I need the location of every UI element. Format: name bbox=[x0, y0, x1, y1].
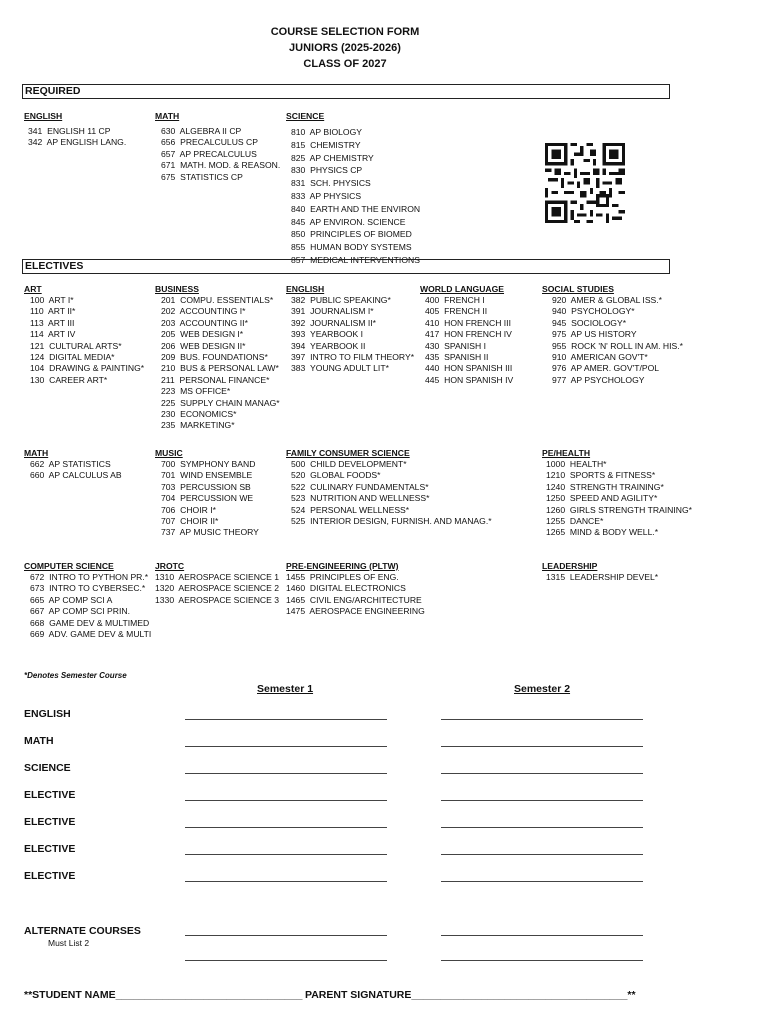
course-item: 704 PERCUSSION WE bbox=[161, 493, 254, 504]
course-item: 417 HON FRENCH IV bbox=[425, 329, 512, 340]
elective-math-header: MATH bbox=[24, 448, 49, 458]
course-item: 667 AP COMP SCI PRIN. bbox=[30, 606, 130, 617]
course-item: 825 AP CHEMISTRY bbox=[291, 152, 374, 163]
course-item: 104 DRAWING & PAINTING* bbox=[30, 363, 145, 374]
course-item: 1330 AEROSPACE SCIENCE 3 bbox=[155, 594, 280, 605]
course-item: 100 ART I* bbox=[30, 295, 74, 305]
course-item: 1315 LEADERSHIP DEVEL* bbox=[546, 572, 659, 582]
alternate-1-sem1-blank[interactable] bbox=[185, 935, 387, 936]
required-english-list bbox=[28, 126, 126, 149]
pe-health-header: PE/HEALTH bbox=[542, 448, 591, 458]
semester-2-header: Semester 2 bbox=[514, 683, 571, 695]
course-item: 110 ART II* bbox=[30, 306, 76, 317]
row-label-math: MATH bbox=[24, 735, 54, 747]
elective-math-list bbox=[30, 459, 122, 482]
course-item: 703 PERCUSSION SB bbox=[161, 481, 251, 492]
semester-course-note: *Denotes Semester Course bbox=[24, 671, 127, 680]
course-item: 397 INTRO TO FILM THEORY* bbox=[291, 351, 415, 362]
elective-english-header: ENGLISH bbox=[286, 284, 325, 294]
electives-section-bar: ELECTIVES bbox=[22, 259, 670, 274]
course-item: 393 YEARBOOK I bbox=[291, 329, 363, 340]
form-title: COURSE SELECTION FORM bbox=[270, 26, 420, 38]
course-item: 977 AP PSYCHOLOGY bbox=[552, 374, 645, 385]
row-label-elective-2: ELECTIVE bbox=[24, 816, 76, 828]
course-item: 522 CULINARY FUNDAMENTALS* bbox=[291, 481, 429, 492]
leadership-header: LEADERSHIP bbox=[542, 561, 598, 571]
course-item: 945 SOCIOLOGY* bbox=[552, 317, 627, 328]
qr-code-image bbox=[545, 143, 625, 223]
pre-engineering-header: PRE-ENGINEERING (PLTW) bbox=[286, 561, 399, 571]
computer-science-list bbox=[30, 572, 151, 640]
course-item: 857 MEDICAL INTERVENTIONS bbox=[291, 254, 420, 265]
course-item: 130 CAREER ART* bbox=[30, 374, 108, 385]
course-item: 410 HON FRENCH III bbox=[425, 317, 511, 328]
course-item: 1240 STRENGTH TRAINING* bbox=[546, 481, 664, 492]
course-item: 1000 HEALTH* bbox=[546, 459, 607, 469]
course-item: 673 INTRO TO CYBERSEC.* bbox=[30, 583, 146, 594]
course-item: 1250 SPEED AND AGILITY* bbox=[546, 493, 658, 504]
class-year: CLASS OF 2027 bbox=[303, 58, 387, 70]
alternate-2-sem1-blank[interactable] bbox=[185, 960, 387, 961]
course-item: 850 PRINCIPLES OF BIOMED bbox=[291, 229, 412, 240]
course-item: 1260 GIRLS STRENGTH TRAINING* bbox=[546, 504, 692, 515]
row-label-elective-4: ELECTIVE bbox=[24, 870, 76, 882]
course-item: 235 MARKETING* bbox=[161, 420, 235, 431]
course-item: 660 AP CALCULUS AB bbox=[30, 470, 122, 481]
course-item: 500 CHILD DEVELOPMENT* bbox=[291, 459, 407, 469]
course-item: 976 AP AMER. GOV'T/POL bbox=[552, 363, 660, 374]
pe-health-list bbox=[546, 459, 692, 539]
semester-1-header: Semester 1 bbox=[257, 683, 314, 695]
science-sem1-blank[interactable] bbox=[185, 773, 387, 774]
course-item: 230 ECONOMICS* bbox=[161, 408, 237, 419]
course-item: 392 JOURNALISM II* bbox=[291, 317, 377, 328]
row-label-elective-1: ELECTIVE bbox=[24, 789, 76, 801]
parent-signature-field[interactable]: PARENT SIGNATURE_____________________________________** bbox=[305, 989, 636, 1001]
family-consumer-science-list bbox=[291, 459, 492, 527]
science-sem2-blank[interactable] bbox=[441, 773, 643, 774]
course-item: 656 PRECALCULUS CP bbox=[161, 137, 258, 148]
jrotc-header: JROTC bbox=[155, 561, 185, 571]
course-item: 114 ART IV bbox=[30, 329, 76, 340]
course-item: 203 ACCOUNTING II* bbox=[161, 317, 248, 328]
course-item: 657 AP PRECALCULUS bbox=[161, 148, 257, 159]
course-item: 383 YOUNG ADULT LIT* bbox=[291, 363, 389, 374]
course-item: 523 NUTRITION AND WELLNESS* bbox=[291, 493, 430, 504]
course-item: 1475 AEROSPACE ENGINEERING bbox=[286, 606, 425, 617]
course-item: 440 HON SPANISH III bbox=[425, 363, 513, 374]
course-item: 815 CHEMISTRY bbox=[291, 139, 361, 150]
form-subtitle: JUNIORS (2025-2026) bbox=[289, 42, 401, 54]
course-item: 662 AP STATISTICS bbox=[30, 459, 111, 469]
course-item: 391 JOURNALISM I* bbox=[291, 306, 374, 317]
required-science-list bbox=[291, 126, 420, 267]
course-item: 202 ACCOUNTING I* bbox=[161, 306, 246, 317]
course-item: 430 SPANISH I bbox=[425, 340, 486, 351]
english-sem2-blank[interactable] bbox=[441, 719, 643, 720]
course-item: 342 AP ENGLISH LANG. bbox=[28, 137, 127, 148]
course-item: 524 PERSONAL WELLNESS* bbox=[291, 504, 410, 515]
row-label-english: ENGLISH bbox=[24, 708, 71, 720]
course-item: 910 AMERICAN GOV'T* bbox=[552, 351, 648, 362]
elective-3-sem2-blank[interactable] bbox=[441, 854, 643, 855]
pre-engineering-list bbox=[286, 572, 425, 618]
required-math-list bbox=[161, 126, 280, 183]
course-item: 121 CULTURAL ARTS* bbox=[30, 340, 122, 351]
required-math-header: MATH bbox=[155, 111, 180, 121]
music-header: MUSIC bbox=[155, 448, 183, 458]
student-name-field[interactable]: **STUDENT NAME________________________________ bbox=[24, 989, 303, 1001]
elective-3-sem1-blank[interactable] bbox=[185, 854, 387, 855]
english-sem1-blank[interactable] bbox=[185, 719, 387, 720]
course-item: 201 COMPU. ESSENTIALS* bbox=[161, 295, 274, 305]
course-item: 669 ADV. GAME DEV & MULTI bbox=[30, 628, 152, 639]
leadership-list bbox=[546, 572, 658, 583]
required-section-bar: REQUIRED bbox=[22, 84, 670, 99]
art-header: ART bbox=[24, 284, 42, 294]
required-english-header: ENGLISH bbox=[24, 111, 63, 121]
course-item: 975 AP US HISTORY bbox=[552, 329, 637, 340]
music-list bbox=[161, 459, 259, 539]
course-item: 1310 AEROSPACE SCIENCE 1 bbox=[155, 572, 280, 582]
family-consumer-science-header: FAMILY CONSUMER SCIENCE bbox=[286, 448, 410, 458]
course-item: 1460 DIGITAL ELECTRONICS bbox=[286, 583, 406, 594]
elective-1-sem1-blank[interactable] bbox=[185, 800, 387, 801]
course-item: 1465 CIVIL ENG/ARCHITECTURE bbox=[286, 594, 422, 605]
world-language-list bbox=[425, 295, 513, 386]
course-item: 700 SYMPHONY BAND bbox=[161, 459, 256, 469]
row-label-elective-3: ELECTIVE bbox=[24, 843, 76, 855]
course-item: 845 AP ENVIRON. SCIENCE bbox=[291, 216, 406, 227]
course-item: 113 ART III bbox=[30, 317, 75, 328]
elective-english-list bbox=[291, 295, 414, 375]
alternate-courses-label: ALTERNATE COURSES bbox=[24, 925, 141, 937]
course-item: 382 PUBLIC SPEAKING* bbox=[291, 295, 391, 305]
course-item: 1210 SPORTS & FITNESS* bbox=[546, 470, 656, 481]
row-label-science: SCIENCE bbox=[24, 762, 71, 774]
course-item: 205 WEB DESIGN I* bbox=[161, 329, 244, 340]
course-item: 831 SCH. PHYSICS bbox=[291, 178, 371, 189]
course-item: 211 PERSONAL FINANCE* bbox=[161, 374, 270, 385]
math-sem2-blank[interactable] bbox=[441, 746, 643, 747]
course-item: 940 PSYCHOLOGY* bbox=[552, 306, 635, 317]
course-item: 1455 PRINCIPLES OF ENG. bbox=[286, 572, 399, 582]
business-header: BUSINESS bbox=[155, 284, 199, 294]
course-item: 855 HUMAN BODY SYSTEMS bbox=[291, 242, 412, 253]
course-item: 445 HON SPANISH IV bbox=[425, 374, 514, 385]
course-item: 341 ENGLISH 11 CP bbox=[28, 126, 111, 136]
course-item: 701 WIND ENSEMBLE bbox=[161, 470, 253, 481]
course-item: 1265 MIND & BODY WELL.* bbox=[546, 527, 659, 538]
alternate-2-sem2-blank[interactable] bbox=[441, 960, 643, 961]
course-item: 671 MATH. MOD. & REASON. bbox=[161, 160, 281, 171]
course-item: 209 BUS. FOUNDATIONS* bbox=[161, 351, 268, 362]
course-item: 668 GAME DEV & MULTIMED bbox=[30, 617, 150, 628]
course-item: 707 CHOIR II* bbox=[161, 515, 219, 526]
elective-4-sem2-blank[interactable] bbox=[441, 881, 643, 882]
course-item: 1255 DANCE* bbox=[546, 515, 604, 526]
course-item: 225 SUPPLY CHAIN MANAG* bbox=[161, 397, 280, 408]
course-item: 706 CHOIR I* bbox=[161, 504, 216, 515]
course-item: 223 MS OFFICE* bbox=[161, 386, 231, 397]
business-list bbox=[161, 295, 280, 432]
course-item: 630 ALGEBRA II CP bbox=[161, 126, 242, 136]
elective-4-sem1-blank[interactable] bbox=[185, 881, 387, 882]
art-list bbox=[30, 295, 144, 386]
computer-science-header: COMPUTER SCIENCE bbox=[24, 561, 114, 571]
course-item: 665 AP COMP SCI A bbox=[30, 594, 113, 605]
course-item: 525 INTERIOR DESIGN, FURNISH. AND MANAG.* bbox=[291, 515, 492, 526]
social-studies-list bbox=[552, 295, 683, 386]
course-item: 737 AP MUSIC THEORY bbox=[161, 527, 259, 538]
math-sem1-blank[interactable] bbox=[185, 746, 387, 747]
elective-1-sem2-blank[interactable] bbox=[441, 800, 643, 801]
course-item: 124 DIGITAL MEDIA* bbox=[30, 351, 115, 362]
course-item: 520 GLOBAL FOODS* bbox=[291, 470, 381, 481]
course-item: 830 PHYSICS CP bbox=[291, 165, 363, 176]
elective-2-sem2-blank[interactable] bbox=[441, 827, 643, 828]
world-language-header: WORLD LANGUAGE bbox=[420, 284, 505, 294]
course-item: 206 WEB DESIGN II* bbox=[161, 340, 246, 351]
course-item: 210 BUS & PERSONAL LAW* bbox=[161, 363, 279, 374]
course-item: 672 INTRO TO PYTHON PR.* bbox=[30, 572, 149, 582]
course-item: 675 STATISTICS CP bbox=[161, 171, 243, 182]
social-studies-header: SOCIAL STUDIES bbox=[542, 284, 614, 294]
course-item: 920 AMER & GLOBAL ISS.* bbox=[552, 295, 663, 305]
course-item: 394 YEARBOOK II bbox=[291, 340, 366, 351]
alternate-1-sem2-blank[interactable] bbox=[441, 935, 643, 936]
jrotc-list bbox=[155, 572, 279, 606]
course-item: 400 FRENCH I bbox=[425, 295, 485, 305]
alternate-courses-note: Must List 2 bbox=[48, 938, 90, 948]
course-item: 840 EARTH AND THE ENVIRON bbox=[291, 203, 421, 214]
course-item: 955 ROCK 'N' ROLL IN AM. HIS.* bbox=[552, 340, 683, 351]
course-item: 435 SPANISH II bbox=[425, 351, 489, 362]
course-item: 810 AP BIOLOGY bbox=[291, 127, 363, 137]
required-science-header: SCIENCE bbox=[286, 111, 325, 121]
course-item: 405 FRENCH II bbox=[425, 306, 488, 317]
course-item: 833 AP PHYSICS bbox=[291, 190, 362, 201]
elective-2-sem1-blank[interactable] bbox=[185, 827, 387, 828]
course-item: 1320 AEROSPACE SCIENCE 2 bbox=[155, 583, 280, 594]
